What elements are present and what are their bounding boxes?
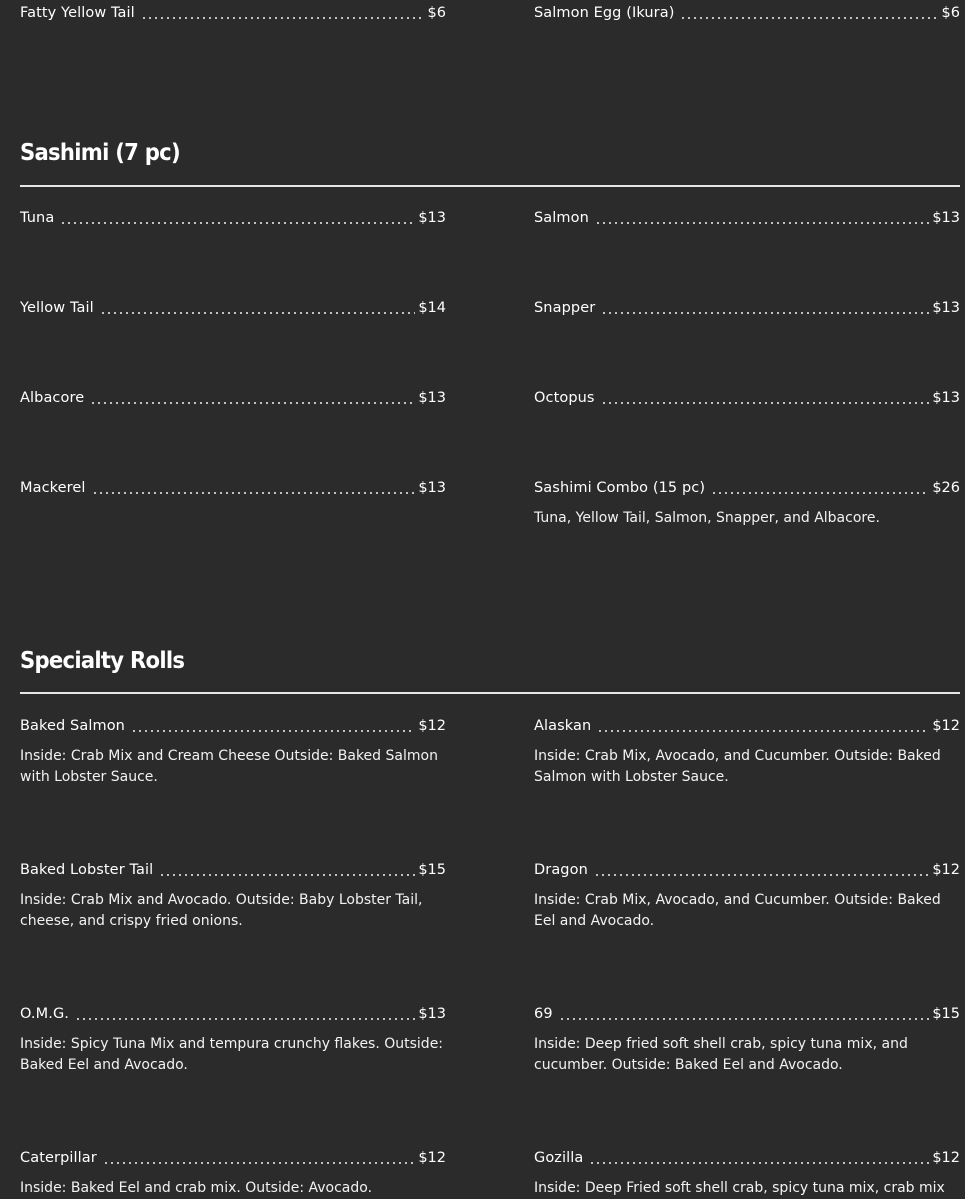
item-description: Inside: Crab Mix, Avocado, and Cucumber. Outside: Baked Salmon with Lobster Sauce. [534, 748, 941, 785]
menu-item [534, 295, 960, 321]
item-price: $13 [932, 390, 960, 406]
section-divider [20, 185, 960, 187]
item-name: Sashimi Combo (15 pc) [534, 480, 706, 496]
dot-leader [159, 874, 415, 876]
menu-item [534, 385, 960, 411]
item-description: Tuna, Yellow Tail, Salmon, Snapper, and Albacore. [534, 510, 880, 526]
item-name: Baked Salmon [20, 718, 125, 734]
menu-item [534, 205, 960, 231]
item-price: $13 [932, 210, 960, 226]
item-name: Salmon [534, 210, 589, 226]
item-price: $15 [418, 862, 446, 878]
item-name: 69 [534, 1006, 553, 1022]
item-price: $26 [932, 480, 960, 496]
item-name: Gozilla [534, 1150, 584, 1166]
item-name: Snapper [534, 300, 596, 316]
item-name: Baked Lobster Tail [20, 862, 154, 878]
item-price: $12 [932, 1150, 960, 1166]
item-price: $12 [932, 862, 960, 878]
menu-item [534, 1145, 960, 1199]
item-name: Fatty Yellow Tail [20, 5, 135, 21]
item-name: Octopus [534, 390, 595, 406]
item-name: Yellow Tail [20, 300, 94, 316]
section-heading-specialty-rolls: Specialty Rolls [20, 648, 185, 674]
item-description: Inside: Crab Mix and Avocado. Outside: Baby Lobster Tail, cheese, and crispy fried onions. [20, 892, 423, 929]
item-price: $13 [932, 300, 960, 316]
dot-leader [680, 17, 938, 19]
item-name: Mackerel [20, 480, 86, 496]
menu-item [534, 1001, 960, 1076]
item-description: Inside: Spicy Tuna Mix and tempura crunchy flakes. Outside: Baked Eel and Avocado. [20, 1036, 444, 1073]
dot-leader [711, 492, 929, 494]
item-price: $6 [941, 5, 960, 21]
item-price: $13 [418, 480, 446, 496]
item-name: Tuna [20, 210, 55, 226]
menu-item [20, 1145, 446, 1199]
menu-item [20, 1001, 446, 1076]
item-price: $12 [418, 718, 446, 734]
item-description: Inside: Baked Eel and crab mix. Outside: Avocado. [20, 1180, 373, 1196]
dot-leader [141, 17, 425, 19]
item-price: $13 [418, 390, 446, 406]
menu-item [20, 0, 446, 26]
menu-item [534, 0, 960, 26]
item-price: $12 [418, 1150, 446, 1166]
item-price: $13 [418, 1006, 446, 1022]
dot-leader [100, 312, 416, 314]
item-price: $13 [418, 210, 446, 226]
dot-leader [75, 1018, 415, 1020]
item-name: Caterpillar [20, 1150, 97, 1166]
dot-leader [60, 222, 415, 224]
dot-leader [92, 492, 416, 494]
dot-leader [103, 1162, 415, 1164]
item-name: Albacore [20, 390, 85, 406]
menu-item [20, 295, 446, 321]
menu-item [20, 205, 446, 231]
section-divider [20, 692, 960, 694]
dot-leader [601, 402, 930, 404]
dot-leader [90, 402, 415, 404]
item-description: Inside: Deep Fried soft shell crab, spicy tuna mix, crab mix [534, 1180, 945, 1196]
dot-leader [597, 730, 929, 732]
item-description: Inside: Crab Mix, Avocado, and Cucumber. Outside: Baked Eel and Avocado. [534, 892, 941, 929]
item-description: Inside: Crab Mix and Cream Cheese Outside: Baked Salmon with Lobster Sauce. [20, 748, 438, 785]
menu-item [20, 385, 446, 411]
section-heading-sashimi: Sashimi (7 pc) [20, 140, 180, 166]
item-price: $15 [932, 1006, 960, 1022]
item-name: O.M.G. [20, 1006, 69, 1022]
dot-leader [595, 222, 929, 224]
dot-leader [559, 1018, 930, 1020]
menu-item [534, 713, 960, 788]
item-name: Alaskan [534, 718, 592, 734]
dot-leader [131, 730, 415, 732]
item-price: $14 [418, 300, 446, 316]
menu-item [534, 857, 960, 932]
item-name: Salmon Egg (Ikura) [534, 5, 675, 21]
item-name: Dragon [534, 862, 588, 878]
dot-leader [601, 312, 929, 314]
dot-leader [594, 874, 929, 876]
menu-item [20, 857, 446, 932]
menu-item [534, 475, 960, 529]
menu-item [20, 475, 446, 501]
item-price: $12 [932, 718, 960, 734]
item-description: Inside: Deep fried soft shell crab, spicy tuna mix, and cucumber. Outside: Baked Eel and Avocado. [534, 1036, 908, 1073]
item-price: $6 [427, 5, 446, 21]
menu-item [20, 713, 446, 788]
dot-leader [589, 1162, 929, 1164]
